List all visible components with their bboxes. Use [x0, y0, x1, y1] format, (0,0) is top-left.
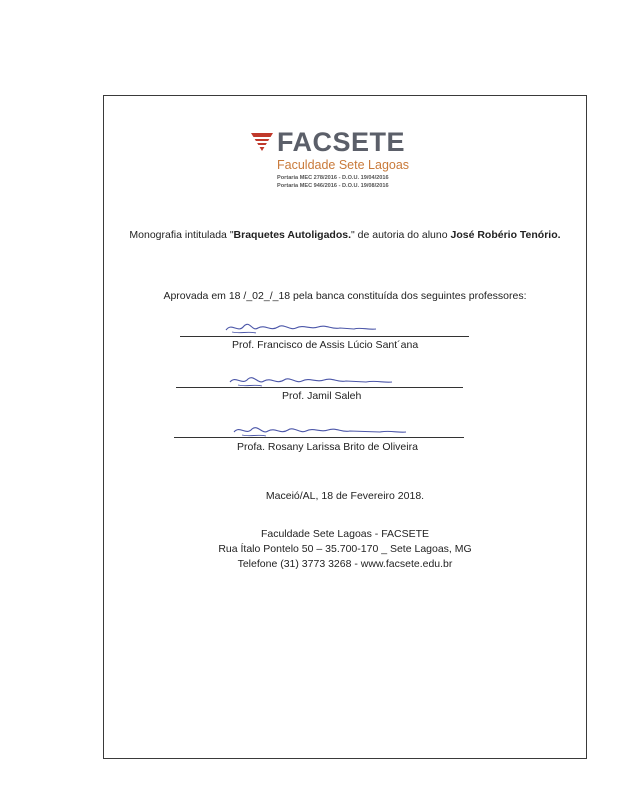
approval-statement: Aprovada em 18 /_02_/_18 pela banca constituída dos seguintes professores: [163, 290, 527, 302]
logo-brand: FACSETE [277, 127, 406, 157]
footer-line-2: Rua Ítalo Pontelo 50 – 35.700-170 _ Sete Lagoas, MG [218, 543, 472, 555]
monografia-title: Braquetes Autoligados. [233, 229, 352, 241]
signature-3 [230, 421, 410, 441]
monografia-prefix: Monografia intitulada " [129, 229, 234, 241]
logo-portaria-1: Portaria MEC 278/2016 - D.O.U. 19/04/2016 [277, 175, 389, 181]
footer-line-1: Faculdade Sete Lagoas - FACSETE [260, 528, 430, 540]
logo-portaria-2: Portaria MEC 946/2016 - D.O.U. 19/08/2016 [277, 183, 389, 189]
professor-3-name: Profa. Rosany Larissa Brito de Oliveira [237, 441, 418, 453]
monografia-middle: " de autoria do aluno [351, 229, 451, 241]
date-place: Maceió/AL, 18 de Fevereiro 2018. [265, 490, 425, 502]
professor-1-name: Prof. Francisco de Assis Lúcio Sant´ana [232, 339, 419, 351]
signature-2 [226, 371, 396, 391]
footer-line-3: Telefone (31) 3773 3268 - www.facsete.edu.br [237, 558, 453, 570]
logo-subtitle: Faculdade Sete Lagoas [277, 158, 410, 172]
signature-line-2 [176, 387, 463, 388]
monografia-author: José Robério Tenório. [450, 229, 561, 241]
professor-2-name: Prof. Jamil Saleh [282, 390, 362, 402]
signature-1 [222, 318, 382, 338]
facsete-emblem-icon [251, 131, 273, 153]
facsete-logo [247, 125, 410, 195]
monografia-statement [103, 229, 587, 242]
signature-line-3 [174, 437, 464, 438]
signature-line-1 [180, 336, 469, 337]
